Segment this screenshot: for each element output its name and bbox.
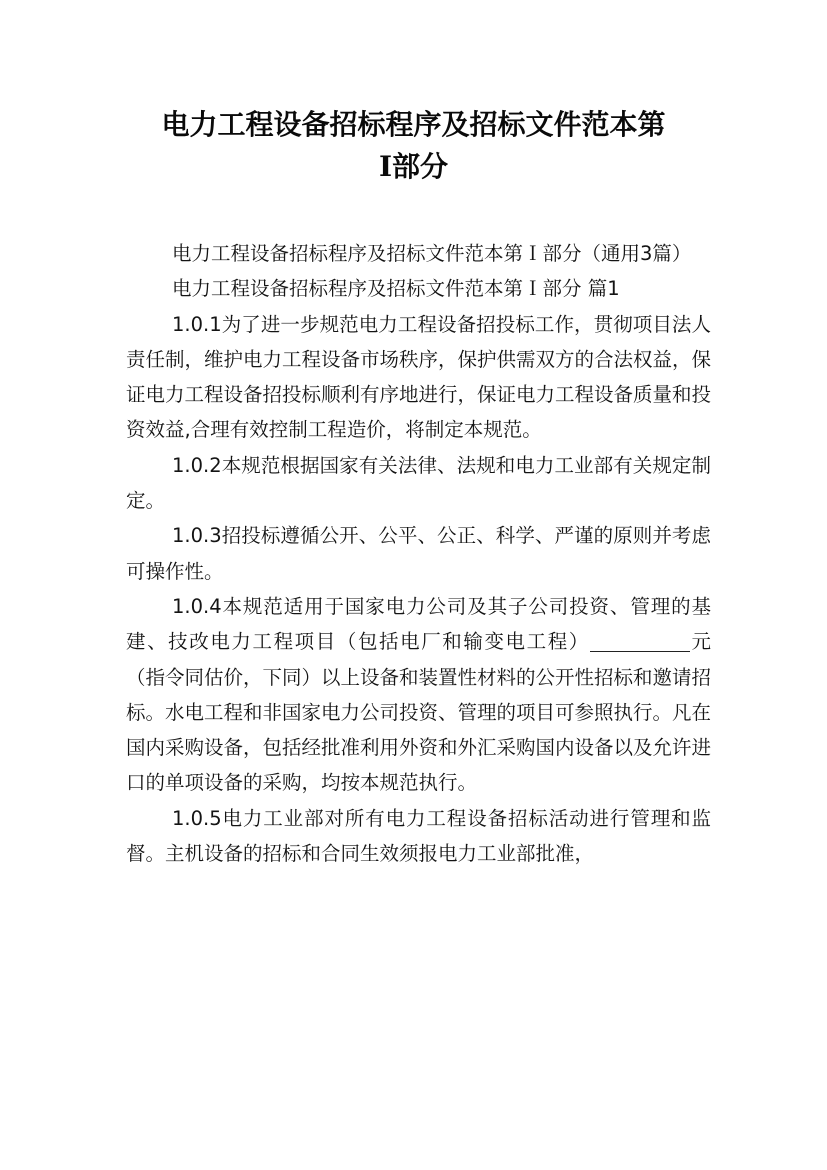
document-title-line2: I部分 xyxy=(378,150,449,183)
clause-1-0-4-continuation: 元（指令同估价，下同）以上设备和装置性材料的公开性招标和邀请招标。水电工程和非国家电力公司投资、管理的项目可参照执行。凡在国内采购设备，包括经批准利用外资和外汇采购国内设备以及允许进口的单项设备的采购，均按本规范执行。 xyxy=(126,630,712,795)
clause-1-0-1: 1.0.1为了进一步规范电力工程设备招投标工作，贯彻项目法人责任制，维护电力工程设备市场秩序，保护供需双方的合法权益，保证电力工程设备招投标顺利有序地进行，保证电力工程设备质量和投资效益,合理有效控制工程造价，将制定本规范。 xyxy=(126,312,712,442)
clause-1-0-2: 1.0.2本规范根据国家有关法律、法规和电力工业部有关规定制定。 xyxy=(126,453,711,513)
fill-in-blank xyxy=(590,629,690,652)
document-body xyxy=(126,236,711,871)
clause-1-0-3: 1.0.3招投标遵循公开、公平、公正、科学、严谨的原则并考虑可操作性。 xyxy=(126,524,711,583)
clause-1-0-5: 1.0.5电力工业部对所有电力工程设备招标活动进行管理和监督。主机设备的招标和合同生效须报电力工业部批准， xyxy=(126,806,711,866)
clause-1-0-4-text: 1.0.4本规范适用于国家电力公司及其子公司投资、管理的基建、技改电力工程项目（包括电厂和输变电工程） xyxy=(126,594,711,654)
clause-1-0-4 xyxy=(126,589,711,801)
document-title-line1: 电力工程设备招标程序及招标文件范本第 xyxy=(161,108,666,141)
intro-paragraph: 电力工程设备招标程序及招标文件范本第Ｉ部分（通用3篇） xyxy=(172,242,692,265)
section-heading: 电力工程设备招标程序及招标文件范本第Ｉ部分 篇1 xyxy=(172,277,620,301)
